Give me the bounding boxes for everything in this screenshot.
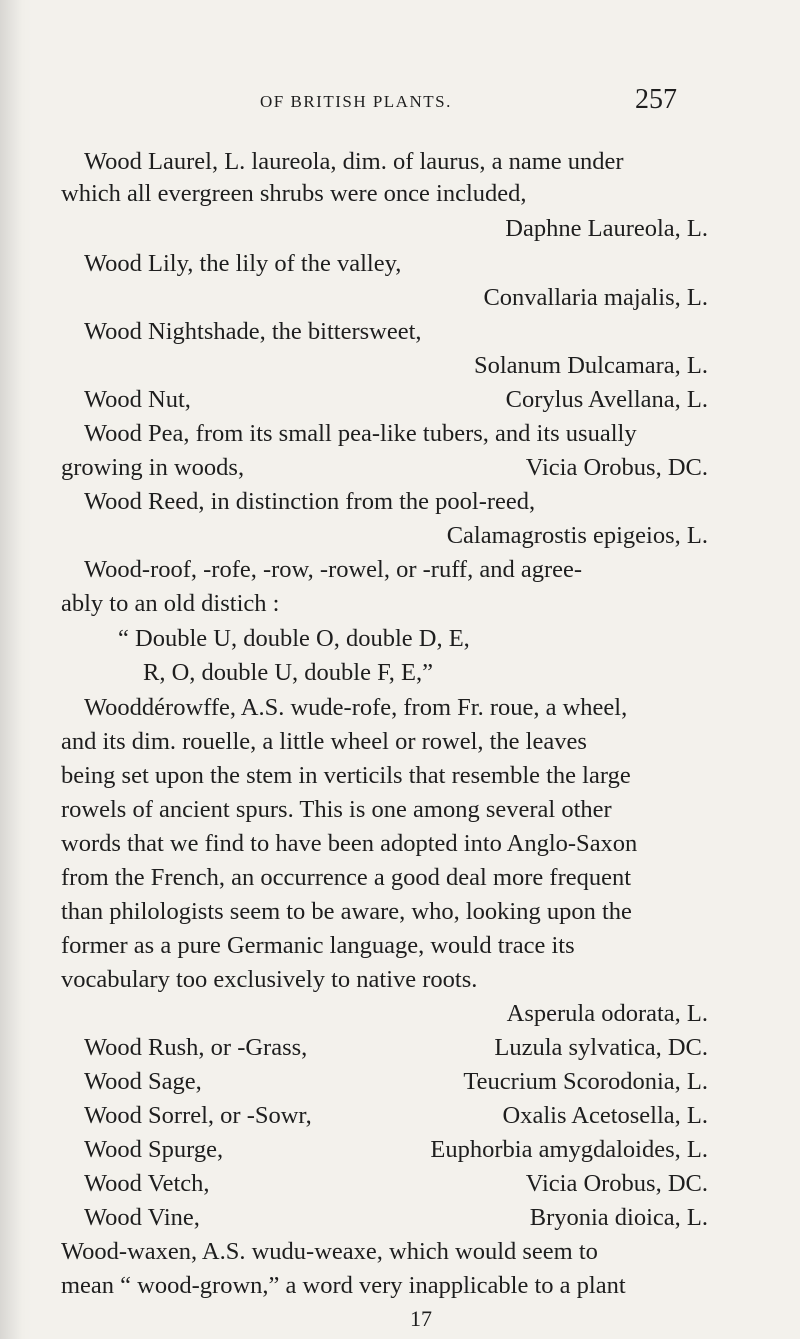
text-line: Teucrium Scorodonia, L. bbox=[463, 1068, 708, 1095]
text-line: Calamagrostis epigeios, L. bbox=[446, 522, 708, 549]
text-line: Oxalis Acetosella, L. bbox=[502, 1102, 708, 1129]
text-line: which all evergreen shrubs were once included, bbox=[61, 180, 527, 207]
text-line: Corylus Avellana, L. bbox=[505, 386, 708, 413]
text-line: and its dim. rouelle, a little wheel or rowel, the leaves bbox=[61, 728, 587, 755]
text-line: growing in woods, bbox=[61, 454, 245, 481]
text-line: Wooddérowffe, A.S. wude-rofe, from Fr. roue, a wheel, bbox=[84, 694, 628, 721]
text-line: Wood Reed, in distinction from the pool-reed, bbox=[84, 488, 536, 515]
text-line: Wood Spurge, bbox=[84, 1136, 224, 1163]
page-gutter-shadow bbox=[0, 0, 32, 1339]
text-line: Asperula odorata, L. bbox=[506, 1000, 708, 1027]
text-line: being set upon the stem in verticils that resemble the large bbox=[61, 762, 631, 789]
text-line: Convallaria majalis, L. bbox=[483, 284, 708, 311]
text-line: ably to an old distich : bbox=[61, 590, 280, 617]
text-line: Luzula sylvatica, DC. bbox=[494, 1034, 708, 1061]
text-line: Wood Laurel, L. laureola, dim. of laurus, a name under bbox=[84, 148, 624, 175]
text-line: Wood Pea, from its small pea-like tubers, and its usually bbox=[84, 420, 637, 447]
text-line: Euphorbia amygdaloides, L. bbox=[430, 1136, 708, 1163]
text-line: Vicia Orobus, DC. bbox=[525, 1170, 708, 1197]
text-line: Wood-roof, -rofe, -row, -rowel, or -ruff, and agree- bbox=[84, 556, 583, 583]
text-line: Wood Nut, bbox=[84, 386, 191, 413]
running-title: OF BRITISH PLANTS. bbox=[260, 92, 452, 111]
text-line: former as a pure Germanic language, would trace its bbox=[61, 932, 575, 959]
text-line: rowels of ancient spurs. This is one among several other bbox=[61, 796, 612, 823]
text-line: Wood Sorrel, or -Sowr, bbox=[84, 1102, 312, 1129]
text-line: Wood Nightshade, the bittersweet, bbox=[84, 318, 422, 345]
text-line: words that we find to have been adopted into Anglo-Saxon bbox=[61, 830, 638, 857]
text-line: R, O, double U, double F, E,” bbox=[143, 659, 433, 686]
text-line: “ Double U, double O, double D, E, bbox=[118, 625, 470, 652]
text-line: Bryonia dioica, L. bbox=[529, 1204, 708, 1231]
text-line: than philologists seem to be aware, who, looking upon the bbox=[61, 898, 632, 925]
text-line: Wood Sage, bbox=[84, 1068, 202, 1095]
page-number: 257 bbox=[635, 84, 677, 115]
text-line: Wood-waxen, A.S. wudu-weaxe, which would seem to bbox=[61, 1238, 598, 1265]
text-line: Wood Vine, bbox=[84, 1204, 200, 1231]
text-line: Wood Rush, or -Grass, bbox=[84, 1034, 308, 1061]
text-line: Solanum Dulcamara, L. bbox=[473, 352, 708, 379]
text-line: Daphne Laureola, L. bbox=[505, 215, 708, 242]
text-line: Vicia Orobus, DC. bbox=[525, 454, 708, 481]
text-line: vocabulary too exclusively to native roots. bbox=[61, 966, 478, 993]
signature-mark: 17 bbox=[410, 1306, 432, 1331]
text-line: mean “ wood-grown,” a word very inapplicable to a plant bbox=[61, 1272, 626, 1299]
text-line: Wood Lily, the lily of the valley, bbox=[84, 250, 402, 277]
text-line: from the French, an occurrence a good deal more frequent bbox=[61, 864, 632, 891]
text-line: Wood Vetch, bbox=[84, 1170, 210, 1197]
